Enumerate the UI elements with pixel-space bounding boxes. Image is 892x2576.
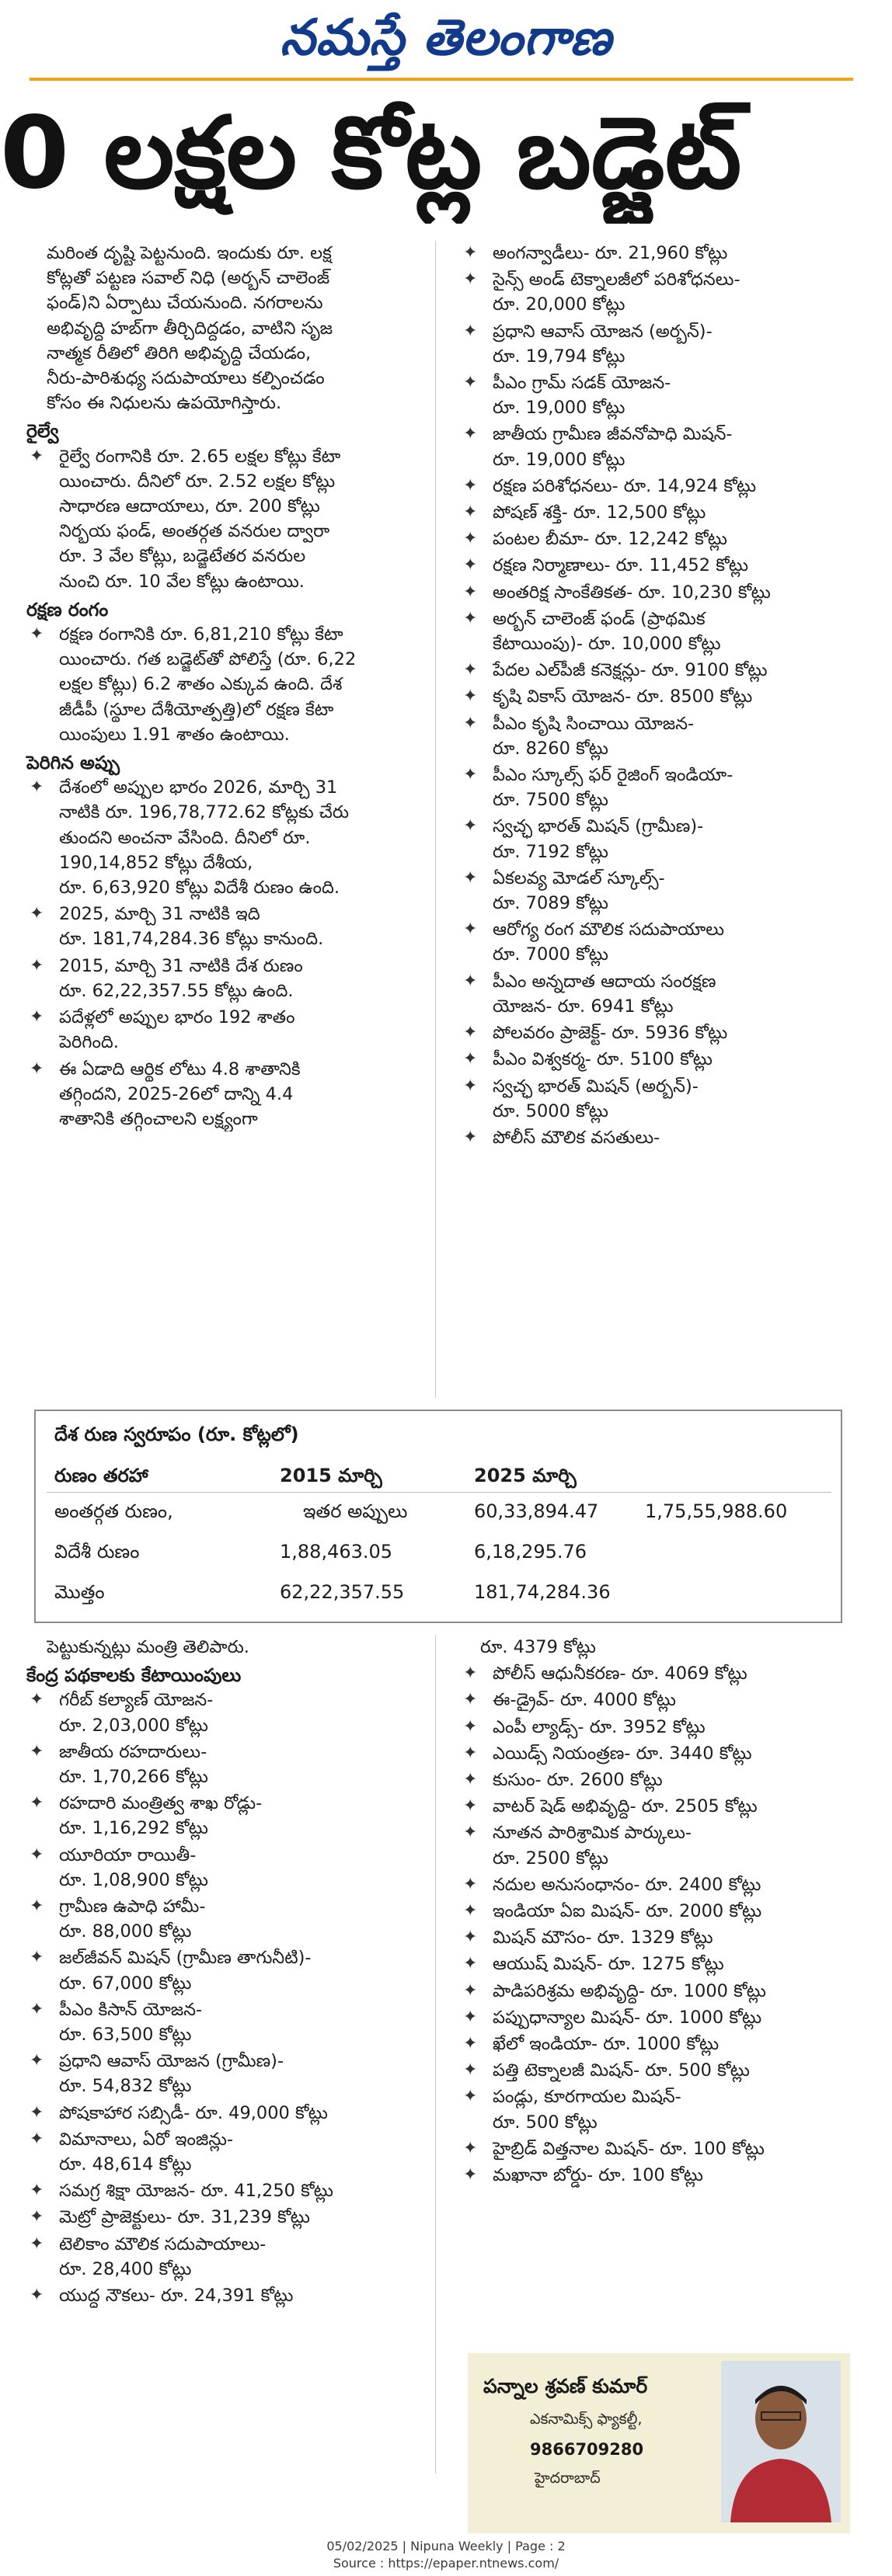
bullet-icon: ✦: [30, 1007, 44, 1027]
text-line: మిషన్ మౌసం- రూ. 1329 కోట్లు: [493, 1928, 713, 1949]
bullet-icon: ✦: [463, 1023, 478, 1043]
text-line: పీఎం అన్నదాత ఆదాయ సంరక్షణ: [493, 971, 716, 992]
list-item: [460, 1899, 841, 1924]
list-item: [460, 1820, 841, 1870]
text-line: అంగన్వాడీలు- రూ. 21,960 కోట్లు: [493, 243, 728, 263]
text-line: 2015, మార్చి 31 నాటికి దేశ రుణం: [59, 955, 303, 976]
list-item: [460, 1741, 841, 1766]
bullet-icon: ✦: [463, 971, 478, 991]
bullet-icon: ✦: [30, 2051, 44, 2071]
text-line: రూ. 5000 కోట్లు: [493, 1100, 608, 1121]
text-line: హైబ్రిడ్ విత్తనాల మిషన్- రూ. 100 కోట్లు: [493, 2138, 765, 2159]
table-cell: 62,22,357.55: [280, 1581, 405, 1603]
list-item: [460, 684, 841, 709]
article-column-2: [460, 241, 841, 1152]
text-line: పీఎం స్కూల్స్ ఫర్ రైజింగ్ ఇండియా-: [493, 765, 733, 786]
text-line: పీఎం కృషి సించాయి యోజన-: [493, 713, 695, 734]
list-item: [26, 1005, 407, 1055]
debt-table-title: దేశ రుణ స్వరూపం (రూ. కోట్లలో): [54, 1424, 299, 1445]
bullet-icon: ✦: [30, 1948, 44, 1968]
text-line: రూ. 7089 కోట్లు: [493, 893, 608, 914]
bullet-icon: ✦: [463, 1076, 478, 1096]
text-line: పప్పుధాన్యాల మిషన్- రూ. 1000 కోట్లు: [493, 2007, 762, 2028]
bullet-icon: ✦: [463, 2138, 478, 2158]
text-line: నూతన పారిశ్రామిక పార్కులు-: [493, 1823, 692, 1844]
bullet-icon: ✦: [463, 867, 478, 888]
bullet-icon: ✦: [463, 687, 478, 707]
text-line: పోలీస్ మౌలిక వసతులు-: [493, 1127, 660, 1148]
text-line: రూ. 3 వేల కోట్లు, బడ్జెటేతర వనరుల: [59, 546, 306, 567]
list-item: [460, 2136, 841, 2161]
list-item: [26, 1843, 407, 1893]
text-line: నాటికి రూ. 196,78,772.62 కోట్లకు చేరు: [59, 802, 350, 823]
text-line: రూ. 181,74,284.36 కోట్లు కానుంది.: [59, 929, 324, 950]
list-item: [26, 1057, 407, 1132]
text-line: పాడిపరిశ్రమ అభివృద్ధి- రూ. 1000 కోట్లు: [493, 1980, 766, 2001]
list-item: [460, 267, 841, 317]
list-item: [460, 553, 841, 578]
text-line: సాధారణ ఆదాయాలు, రూ. 200 కోట్లు: [59, 496, 320, 517]
bullet-icon: ✦: [463, 1770, 478, 1790]
text-line: యూరియా రాయితీ-: [59, 1844, 197, 1865]
list-item: [460, 241, 841, 266]
masthead-title: నమస్తే తెలంగాణ: [280, 9, 612, 67]
bullet-icon: ✦: [30, 2129, 44, 2149]
text-line: ఆయుష్ మిషన్- రూ. 1275 కోట్లు: [493, 1954, 724, 1975]
table-cell: 6,18,295.76: [474, 1541, 587, 1563]
text-line: ఎంపీ ల్యాడ్స్- రూ. 3952 కోట్లు: [493, 1716, 706, 1737]
bullet-icon: ✦: [463, 2060, 478, 2081]
list-item: [460, 1074, 841, 1124]
text-line: రూ. 54,832 కోట్లు: [59, 2076, 192, 2097]
table-cell: విదేశీ రుణం: [54, 1541, 140, 1563]
text-line: తుందని అంచనా వేసింది. దీనిలో రూ.: [59, 827, 311, 848]
author-role: ఎకనామిక్స్ ఫ్యాకల్టీ,: [530, 2411, 643, 2428]
list-item: [460, 1794, 841, 1819]
bullet-icon: ✦: [30, 777, 44, 798]
table-cell: ఇతర అప్పులు: [303, 1500, 408, 1522]
list-item: [460, 1768, 841, 1792]
author-photo: [721, 2361, 841, 2522]
bullet-icon: ✦: [463, 2087, 478, 2107]
masthead-rule: [30, 78, 853, 81]
text-line: పోషణ్ శక్తి- రూ. 12,500 కోట్లు: [493, 502, 706, 523]
bullet-icon: ✦: [463, 1127, 478, 1147]
text-line: సైన్స్ అండ్ టెక్నాలజీలో పరిశోధనలు-: [493, 269, 740, 290]
bullet-icon: ✦: [463, 269, 478, 290]
list-item: [26, 2049, 407, 2098]
text-line: విమానాలు, ఏరో ఇంజిన్లు-: [59, 2129, 234, 2150]
text-line: రూ. 6,63,920 కోట్లు విదేశీ రుణం ఉంది.: [59, 878, 340, 899]
debt-table-row: [47, 1535, 831, 1568]
bullet-icon: ✦: [30, 1741, 44, 1761]
text-line: రూ. 7192 కోట్లు: [493, 841, 608, 862]
bullet-icon: ✦: [463, 660, 478, 680]
bullet-icon: ✦: [463, 321, 478, 341]
bullet-icon: ✦: [463, 1954, 478, 1974]
text-line: రూ. 62,22,357.55 కోట్లు ఉంది.: [59, 980, 294, 1001]
text-line: రక్షణ నిర్మాణాలు- రూ. 11,452 కోట్లు: [493, 555, 749, 576]
bullet-icon: ✦: [463, 920, 478, 940]
text-line: ప్రధాని ఆవాస్ యోజన (గ్రామీణ)-: [59, 2051, 284, 2072]
text-line: యించారు. దీనిలో రూ. 2.52 లక్షల కోట్లు: [59, 471, 336, 492]
table-cell: అంతర్గత రుణం,: [54, 1500, 173, 1522]
list-item: [460, 1661, 841, 1686]
text-line: జల్‌జీవన్ మిషన్ (గ్రామీణ తాగునీటి)-: [59, 1948, 312, 1969]
text-line: జీడీపీ (స్థూల దేశీయోత్పత్తి)లో రక్షణ కేటా: [59, 699, 334, 720]
text-line: సమగ్ర శిక్షా యోజన- రూ. 41,250 కోట్లు: [59, 2181, 333, 2202]
text-line: నిర్భయ ఫండ్, అంతర్గత వనరుల ద్వారా: [59, 521, 330, 542]
text-line: రూ. 2500 కోట్లు: [493, 1848, 608, 1869]
bullet-icon: ✦: [463, 1823, 478, 1843]
bullet-icon: ✦: [30, 1690, 44, 1710]
list-item: [460, 1688, 841, 1712]
text-line: రూ. 1,16,292 కోట్లు: [59, 1818, 208, 1839]
table-cell: 181,74,284.36: [474, 1581, 611, 1603]
text-line: రూ. 500 కోట్లు: [493, 2112, 598, 2133]
text-line: తగ్గిందని, 2025-26లో దాన్ని 4.4: [59, 1083, 294, 1104]
bullet-icon: ✦: [30, 1896, 44, 1917]
bullet-icon: ✦: [463, 608, 478, 628]
text-line: రహదారి మంత్రిత్వ శాఖ రోడ్లు-: [59, 1793, 263, 1814]
text-line: యించారు. గత బడ్జెట్‌తో పోలిస్తే (రూ. 6,22: [59, 649, 357, 670]
list-item: [460, 370, 841, 420]
list-item: [460, 658, 841, 683]
bullet-icon: ✦: [30, 2234, 44, 2254]
list-item: [26, 1688, 407, 1737]
bullet-icon: ✦: [463, 1716, 478, 1736]
text-line: మఖానా బోర్డు- రూ. 100 కోట్లు: [493, 2165, 703, 2186]
section-heading: కేంద్ర పథకాలకు కేటాయింపులు: [26, 1664, 242, 1687]
bullet-icon: ✦: [463, 1980, 478, 2001]
text-line: యింపులు 1.91 శాతం ఉంటాయి.: [59, 724, 290, 745]
text-line: పండ్లు, కూరగాయల మిషన్-: [493, 2087, 681, 2108]
text-line: రూ. 4379 కోట్లు: [480, 1637, 596, 1657]
section-heading: రైల్వే: [26, 420, 59, 443]
paragraph: [460, 1635, 841, 1660]
text-line: లక్షల కోట్లు) 6.2 శాతం ఎక్కువ ఉంది. దేశ: [59, 674, 343, 695]
section-heading: పెరిగిన అప్పు: [26, 752, 120, 774]
text-line: కోసం ఈ నిధులను ఉపయోగిస్తారు.: [47, 393, 282, 414]
list-item: [460, 1715, 841, 1740]
bullet-icon: ✦: [463, 1743, 478, 1763]
list-item: [26, 444, 407, 594]
bullet-icon: ✦: [30, 1059, 44, 1079]
text-line: రూ. 1,70,266 కోట్లు: [59, 1767, 208, 1788]
list-item: [460, 1020, 841, 1045]
footer: [0, 2538, 892, 2572]
text-line: 2025, మార్చి 31 నాటికి ఇది: [59, 904, 260, 925]
text-line: రక్షణ పరిశోధనలు- రూ. 14,924 కోట్లు: [493, 475, 757, 496]
bullet-icon: ✦: [30, 446, 44, 466]
text-line: రూ. 1,08,900 కోట్లు: [59, 1869, 208, 1890]
text-line: రూ. 48,614 కోట్లు: [59, 2154, 192, 2175]
person-icon: [721, 2361, 841, 2522]
text-line: పోలవరం ప్రాజెక్ట్- రూ. 5936 కోట్లు: [493, 1023, 728, 1044]
text-line: 190,14,852 కోట్లు దేశీయ,: [59, 852, 253, 873]
bullet-icon: ✦: [463, 529, 478, 549]
list-item: [460, 422, 841, 471]
list-item: [460, 527, 841, 551]
list-item: [460, 814, 841, 864]
bullet-icon: ✦: [30, 2181, 44, 2201]
bullet-icon: ✦: [463, 555, 478, 575]
text-line: పోషకాహార సబ్సిడీ- రూ. 49,000 కోట్లు: [59, 2102, 328, 2123]
author-name: పన్నాల శ్రవణ్ కుమార్: [483, 2375, 648, 2397]
bullet-icon: ✦: [463, 1928, 478, 1948]
header-cell: 2015 మార్చి: [280, 1465, 382, 1486]
text-line: నీరు-పారిశుధ్య సదుపాయాలు కల్పించడం: [47, 368, 325, 389]
list-item: [460, 763, 841, 812]
list-item: [26, 2205, 407, 2230]
text-line: పెరిగింది.: [59, 1032, 119, 1053]
bullet-icon: ✦: [463, 1796, 478, 1816]
text-line: గ్రామీణ ఉపాధి హామీ-: [59, 1896, 206, 1917]
text-line: పత్తి టెక్నాలజీ మిషన్- రూ. 500 కోట్లు: [493, 2060, 750, 2081]
debt-table-row: [47, 1495, 831, 1528]
table-cell: మొత్తం: [54, 1581, 105, 1603]
text-line: అర్బన్ చాలెంజ్ ఫండ్ (ప్రాథమిక: [493, 608, 706, 629]
text-line: నాత్మక రీతిలో తిరిగి అభివృద్ధి చేయడం,: [47, 342, 312, 363]
list-item: [460, 2163, 841, 2188]
debt-table-header: [47, 1459, 831, 1493]
bullet-icon: ✦: [30, 1999, 44, 2019]
text-line: రూ. 2,03,000 కోట్లు: [59, 1715, 208, 1736]
list-item: [460, 607, 841, 656]
list-item: [26, 954, 407, 1003]
header-cell: 2025 మార్చి: [474, 1465, 577, 1486]
bullet-icon: ✦: [30, 624, 44, 645]
list-item: [26, 2178, 407, 2203]
bullet-icon: ✦: [463, 502, 478, 523]
text-line: జాతీయ రహదారులు-: [59, 1741, 207, 1762]
bullet-icon: ✦: [30, 955, 44, 975]
list-item: [460, 1872, 841, 1897]
paragraph: [26, 1635, 407, 1660]
bullet-icon: ✦: [463, 373, 478, 393]
list-item: [460, 711, 841, 761]
list-item: [460, 969, 841, 1019]
bullet-icon: ✦: [463, 475, 478, 495]
article-column-1: [26, 241, 407, 1133]
text-line: రూ. 67,000 కోట్లు: [59, 1973, 192, 1994]
list-item: [26, 775, 407, 900]
table-cell: 60,33,894.47: [474, 1500, 599, 1522]
list-item: [460, 319, 841, 369]
text-line: కుసుం- రూ. 2600 కోట్లు: [493, 1770, 663, 1791]
list-item: [26, 2101, 407, 2126]
text-line: నదుల అనుసంధానం- రూ. 2400 కోట్లు: [493, 1874, 761, 1895]
list-item: [460, 1979, 841, 2004]
text-line: గరీబ్ కల్యాణ్ యోజన-: [59, 1690, 214, 1711]
bullet-icon: ✦: [463, 1690, 478, 1710]
bullet-icon: ✦: [463, 424, 478, 444]
text-line: దేశంలో అప్పుల భారం 2026, మార్చి 31: [59, 777, 338, 798]
text-line: పీఎం గ్రామ్ సడక్ యోజన-: [493, 373, 671, 394]
text-line: ఖేలో ఇండియా- రూ. 1000 కోట్లు: [493, 2034, 720, 2055]
list-item: [460, 866, 841, 916]
bullet-icon: ✦: [463, 816, 478, 836]
text-line: రూ. 20,000 కోట్లు: [493, 294, 625, 315]
text-line: యోజన- రూ. 6941 కోట్లు: [493, 996, 674, 1017]
list-item: [460, 917, 841, 967]
column-divider: [435, 1635, 436, 2473]
text-line: జాతీయ గ్రామీణ జీవనోపాధి మిషన్-: [493, 424, 733, 445]
text-line: మరింత దృష్టి పెట్టనుంది. ఇందుకు రూ. లక్ష: [47, 243, 332, 263]
list-item: [460, 2058, 841, 2083]
bullet-icon: ✦: [30, 1844, 44, 1865]
masthead: [0, 5, 892, 71]
bullet-icon: ✦: [463, 1663, 478, 1684]
list-item: [26, 1740, 407, 1789]
text-line: రైల్వే రంగానికి రూ. 2.65 లక్షల కోట్లు కేటా: [59, 446, 341, 467]
bullet-icon: ✦: [30, 2102, 44, 2122]
headline: 0 లక్షల కోట్ల బడ్జెట్: [0, 96, 742, 211]
text-line: రూ. 19,000 కోట్లు: [493, 398, 625, 419]
text-line: కృషి వికాస్ యోజన- రూ. 8500 కోట్లు: [493, 687, 753, 707]
text-line: ఈ ఏడాది ఆర్థిక లోటు 4.8 శాతానికి: [59, 1059, 301, 1079]
text-line: రక్షణ రంగానికి రూ. 6,81,210 కోట్లు కేటా: [59, 624, 343, 645]
bullet-icon: ✦: [463, 2165, 478, 2185]
list-item: [460, 1925, 841, 1950]
text-line: ఇండియా ఏఐ మిషన్- రూ. 2000 కోట్లు: [493, 1901, 762, 1922]
list-item: [460, 474, 841, 499]
text-line: టెలికాం మౌలిక సదుపాయాలు-: [59, 2234, 267, 2254]
text-line: స్వచ్ఛ భారత్ మిషన్ (గ్రామీణ)-: [493, 816, 704, 837]
text-line: రూ. 63,500 కోట్లు: [59, 2025, 192, 2046]
debt-structure-table: [34, 1410, 842, 1623]
bullet-icon: ✦: [463, 2034, 478, 2054]
list-item: [460, 500, 841, 525]
bullet-icon: ✦: [30, 2286, 44, 2306]
text-line: శాతానికి తగ్గించాలని లక్ష్యంగా: [59, 1108, 258, 1129]
text-line: పదేళ్లలో అప్పుల భారం 192 శాతం: [59, 1007, 295, 1028]
list-item: [26, 1894, 407, 1944]
text-line: యుద్ధ నౌకలు- రూ. 24,391 కోట్లు: [59, 2286, 294, 2307]
text-line: రూ. 88,000 కోట్లు: [59, 1921, 192, 1942]
text-line: పేదల ఎల్‌పీజీ కనెక్షన్లు- రూ. 9100 కోట్లు: [493, 660, 768, 681]
list-item: [460, 2084, 841, 2134]
bullet-icon: ✦: [30, 1793, 44, 1813]
text-line: స్వచ్ఛ భారత్ మిషన్ (అర్బన్)-: [493, 1076, 699, 1097]
text-line: రూ. 28,400 కోట్లు: [59, 2258, 192, 2279]
author-card: [468, 2353, 850, 2533]
list-item: [460, 2005, 841, 2030]
bullet-icon: ✦: [463, 765, 478, 785]
text-line: ప్రధాని ఆవాస్ యోజన (అర్బన్)-: [493, 321, 713, 342]
text-line: రూ. 7000 కోట్లు: [493, 944, 608, 965]
bullet-icon: ✦: [30, 904, 44, 924]
list-item: [460, 1125, 841, 1150]
text-line: ఆరోగ్య రంగ మౌలిక సదుపాయాలు: [493, 920, 725, 940]
list-item: [26, 1945, 407, 1995]
bullet-icon: ✦: [30, 2207, 44, 2227]
article-column-4: [460, 1635, 841, 2189]
text-line: మెట్రో ప్రాజెక్టులు- రూ. 31,239 కోట్లు: [59, 2207, 310, 2228]
author-city: హైదరాబాద్: [535, 2470, 601, 2487]
text-line: పోలీస్ ఆధునీకరణ- రూ. 4069 కోట్లు: [493, 1663, 747, 1684]
footer-date: 05/02/2025 | Nipuna Weekly | Page : 2: [326, 2539, 566, 2553]
text-line: వాటర్ షెడ్ అభివృద్ధి- రూ. 2505 కోట్లు: [493, 1796, 758, 1817]
text-line: రూ. 8260 కోట్లు: [493, 738, 608, 759]
author-phone: 9866709280: [530, 2440, 644, 2459]
paragraph: [26, 241, 407, 415]
list-item: [26, 2127, 407, 2177]
list-item: [26, 1997, 407, 2047]
list-item: [26, 1791, 407, 1841]
list-item: [26, 2283, 407, 2308]
text-line: రూ. 19,000 కోట్లు: [493, 449, 625, 470]
bullet-icon: ✦: [463, 1901, 478, 1921]
bullet-icon: ✦: [463, 243, 478, 262]
list-item: [460, 2032, 841, 2056]
header-cell: రుణం తరహా: [54, 1465, 148, 1486]
text-line: ఈ-డ్రైవ్- రూ. 4000 కోట్లు: [493, 1690, 676, 1711]
bullet-icon: ✦: [463, 1874, 478, 1894]
list-item: [460, 1952, 841, 1976]
text-line: ఏకలవ్య మోడల్ స్కూల్స్-: [493, 867, 665, 888]
text-line: పంటల బీమా- రూ. 12,242 కోట్లు: [493, 529, 727, 550]
article-column-3: [26, 1635, 407, 2310]
text-line: అభివృద్ధి హబ్‌గా తీర్చిదిద్దడం, వాటిని సృజ: [47, 318, 333, 339]
footer-source: Source : https://epaper.ntnews.com/: [333, 2556, 559, 2571]
bullet-icon: ✦: [463, 582, 478, 602]
table-cell: 1,75,55,988.60: [645, 1500, 788, 1522]
text-line: పెట్టుకున్నట్లు మంత్రి తెలిపారు.: [47, 1637, 249, 1657]
table-cell: 1,88,463.05: [280, 1541, 393, 1563]
text-line: కేటాయింపు)- రూ. 10,000 కోట్లు: [493, 634, 721, 655]
bullet-icon: ✦: [463, 2007, 478, 2027]
text-line: కోట్లతో పట్టణ సవాల్ నిధి (అర్బన్ చాలెంజ్: [47, 268, 330, 289]
text-line: అంతరిక్ష సాంకేతికత- రూ. 10,230 కోట్లు: [493, 582, 771, 603]
list-item: [460, 1047, 841, 1072]
text-line: నుంచి రూ. 10 వేల కోట్లు ఉంటాయి.: [59, 571, 305, 592]
list-item: [26, 902, 407, 951]
debt-table-row: [47, 1576, 831, 1608]
text-line: ఎయిడ్స్ నియంత్రణ- రూ. 3440 కోట్లు: [493, 1743, 752, 1764]
list-item: [26, 2232, 407, 2282]
bullet-icon: ✦: [463, 713, 478, 733]
text-line: పీఎం విశ్వకర్మ- రూ. 5100 కోట్లు: [493, 1049, 713, 1070]
text-line: రూ. 19,794 కోట్లు: [493, 346, 625, 367]
text-line: పీఎం కిసాన్ యోజన-: [59, 1999, 203, 2020]
column-divider: [435, 241, 436, 1398]
text-line: ఫండ్)ని ఏర్పాటు చేయనుంది. నగరాలను: [47, 293, 323, 314]
section-heading: రక్షణ రంగం: [26, 598, 109, 621]
bullet-icon: ✦: [463, 1049, 478, 1069]
list-item: [26, 622, 407, 747]
list-item: [460, 580, 841, 605]
text-line: రూ. 7500 కోట్లు: [493, 790, 608, 811]
